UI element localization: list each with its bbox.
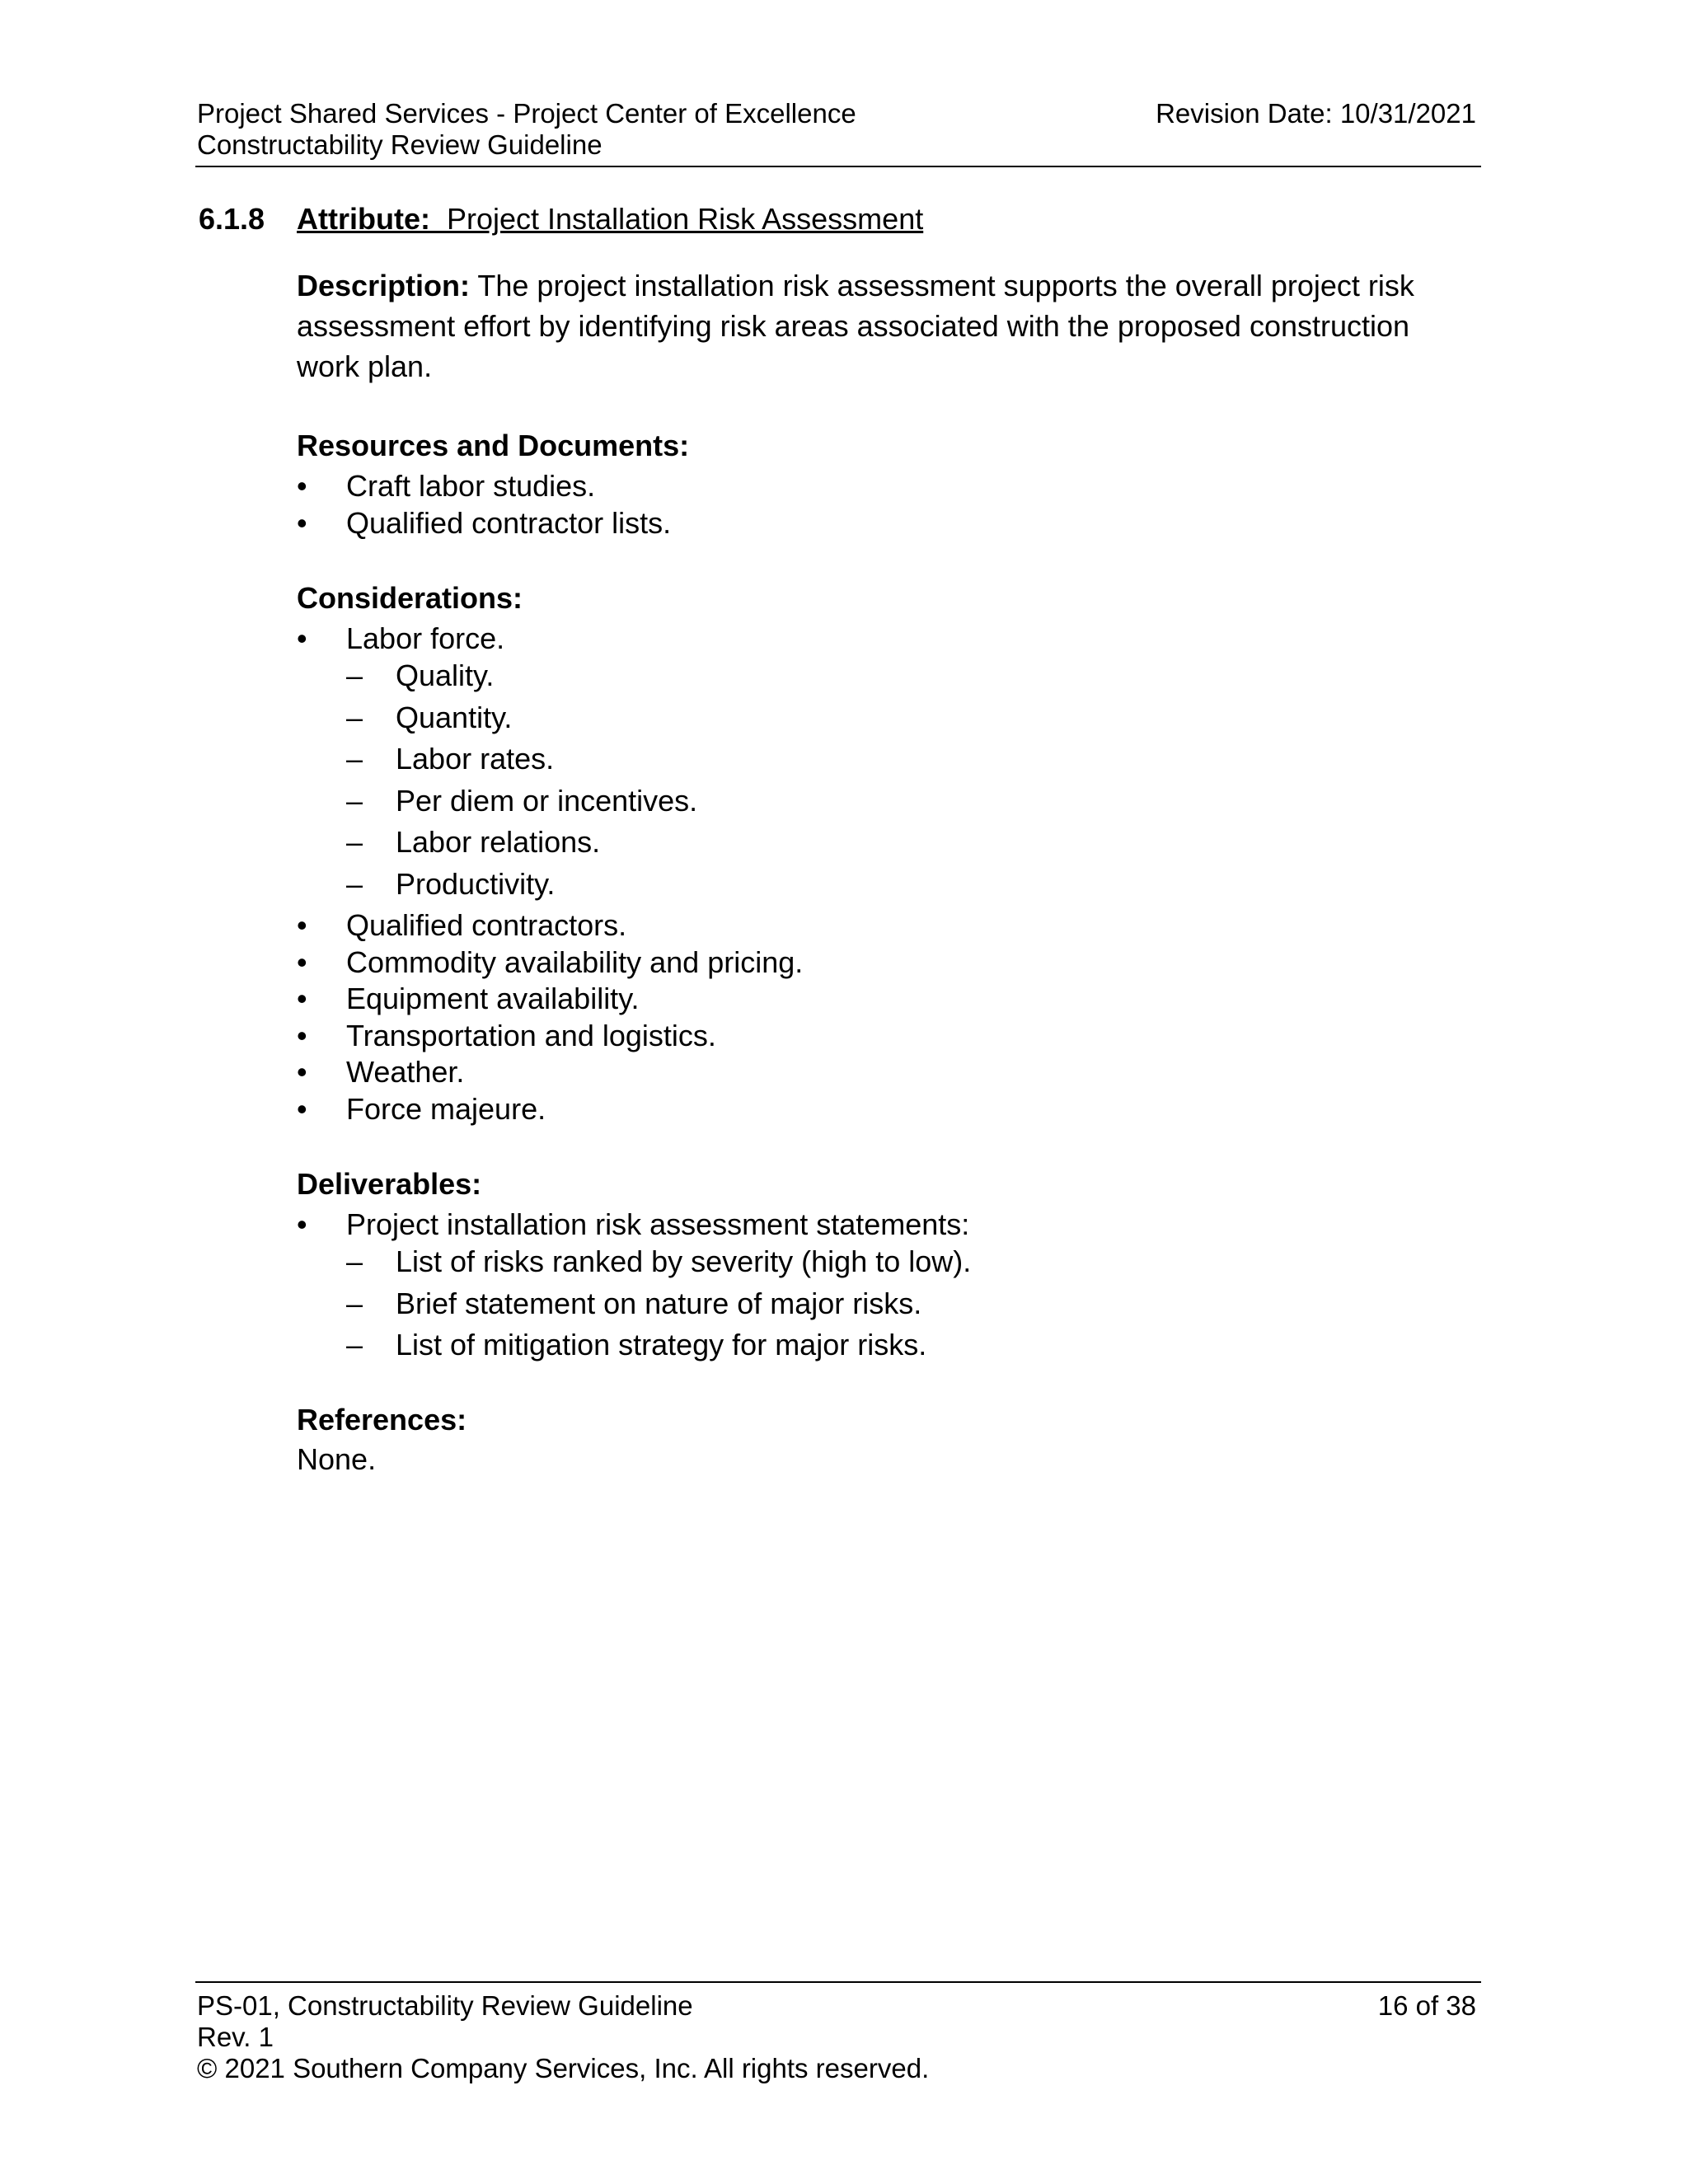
dash-icon: – [346, 701, 363, 734]
attribute-label: Attribute: [297, 202, 430, 236]
dash-icon: – [346, 784, 363, 818]
page-footer [195, 1981, 1481, 2083]
dash-icon: – [346, 1286, 363, 1320]
header-revision-date: Revision Date: 10/31/2021 [1156, 98, 1476, 129]
footer-copyright: © 2021 Southern Company Services, Inc. All rights reserved. [197, 2053, 930, 2083]
dash-icon: – [346, 867, 363, 901]
description-paragraph [297, 265, 1451, 387]
bullet-icon: • [297, 1055, 307, 1089]
description-text: The project installation risk assessment supports the overall project risk assessment effort by identifying risk areas associated with the proposed construction work plan. [297, 269, 1414, 383]
references-text: None. [297, 1442, 377, 1476]
bullet-icon: • [297, 621, 307, 655]
dash-icon: – [346, 658, 363, 692]
bullet-icon: • [297, 945, 307, 979]
dash-icon: – [346, 1244, 363, 1278]
footer-revision: Rev. 1 [197, 2022, 274, 2052]
bullet-icon: • [297, 469, 307, 503]
bullet-icon: • [297, 908, 307, 942]
attribute-title: Project Installation Risk Assessment [446, 202, 924, 236]
considerations-heading: Considerations: [297, 581, 523, 615]
references-heading: References: [297, 1403, 467, 1436]
bullet-icon: • [297, 1019, 307, 1052]
bullet-icon: • [297, 1092, 307, 1126]
description-label: Description: [297, 269, 471, 302]
header-document-title: Constructability Review Guideline [197, 129, 603, 160]
dash-icon: – [346, 825, 363, 859]
deliverables-heading: Deliverables: [297, 1167, 482, 1201]
dash-icon: – [346, 742, 363, 776]
bullet-icon: • [297, 1207, 307, 1241]
dash-icon: – [346, 1328, 363, 1361]
bullet-icon: • [297, 982, 307, 1015]
header-organization: Project Shared Services - Project Center of Excellence [197, 98, 856, 129]
section-title [297, 200, 923, 238]
page-number: 16 of 38 [1377, 1990, 1476, 2021]
section-number: 6.1.8 [199, 202, 265, 236]
footer-document-id: PS-01, Constructability Review Guideline [197, 1990, 693, 2021]
resources-heading: Resources and Documents: [297, 429, 690, 462]
bullet-icon: • [297, 506, 307, 540]
page-header [195, 97, 1481, 167]
